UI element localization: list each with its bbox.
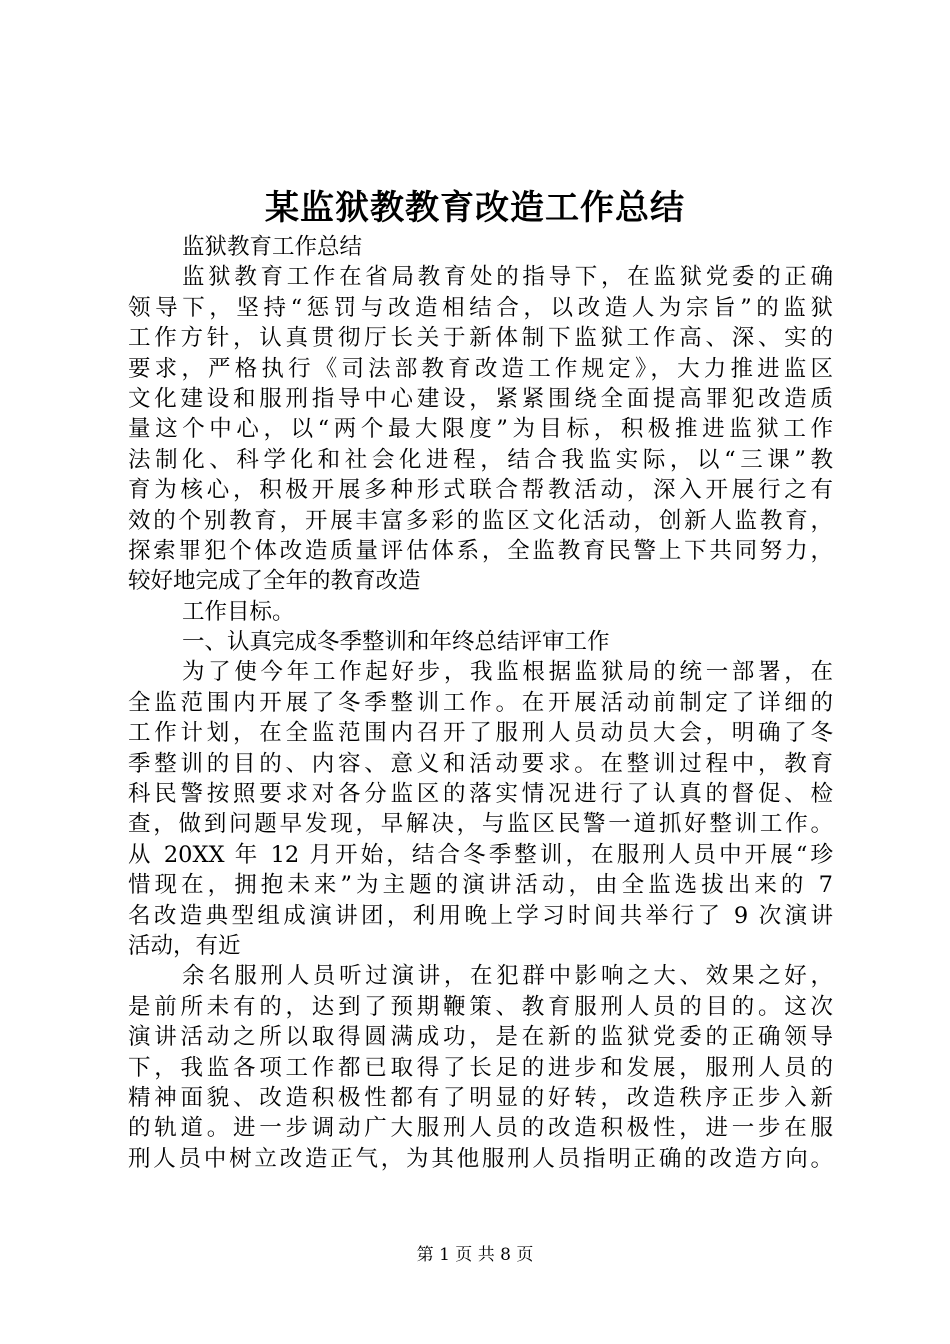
paragraph-line: 精神面貌、改造积极性都有了明显的好转，改造秩序正步入新 (128, 1084, 833, 1111)
paragraph-line: 监狱教育工作在省局教育处的指导下，在监狱党委的正确 (182, 264, 833, 291)
paragraph-line: 文化建设和服刑指导中心建设，紧紧围绕全面提高罪犯改造质 (128, 385, 833, 412)
paragraph-line: 探索罪犯个体改造质量评估体系，全监教育民警上下共同努力， (128, 537, 833, 564)
paragraph-line: 领导下，坚持“惩罚与改造相结合，以改造人为宗旨”的监狱 (128, 294, 833, 321)
paragraph-line: 效的个别教育，开展丰富多彩的监区文化活动，创新人监教育， (128, 507, 833, 534)
paragraph-line: 工作方针，认真贯彻厅长关于新体制下监狱工作高、深、实的 (128, 325, 833, 352)
paragraph-line: 量这个中心，以“两个最大限度”为目标，积极推进监狱工作 (128, 416, 833, 443)
paragraph-line: 较好地完成了全年的教育改造 (128, 568, 421, 595)
document-title: 某监狱教教育改造工作总结 (265, 188, 685, 228)
paragraph-line: 活动，有近 (128, 932, 241, 959)
paragraph-line: 法制化、科学化和社会化进程，结合我监实际，以“三课”教 (128, 446, 833, 473)
paragraph-line: 从 20XX 年 12 月开始，结合冬季整训，在服刑人员中开展“珍 (128, 841, 833, 868)
paragraph-line: 刑人员中树立改造正气，为其他服刑人员指明正确的改造方向。 (128, 1145, 833, 1172)
paragraph-line: 演讲活动之所以取得圆满成功，是在新的监狱党委的正确领导 (128, 1024, 833, 1051)
section-heading: 监狱教育工作总结 (182, 234, 363, 260)
paragraph-line: 余名服刑人员听过演讲，在犯群中影响之大、效果之好， (182, 963, 833, 990)
paragraph-line: 育为核心，积极开展多种形式联合帮教活动，深入开展行之有 (128, 477, 833, 504)
page-number-footer: 第 1 页 共 8 页 (416, 1245, 534, 1265)
document-body (128, 232, 833, 1174)
paragraph-line: 为了使今年工作起好步，我监根据监狱局的统一部署，在 (182, 659, 833, 686)
paragraph-line: 工作目标。 (182, 598, 295, 625)
paragraph-line: 查，做到问题早发现，早解决，与监区民警一道抓好整训工作。 (128, 811, 833, 838)
paragraph-line: 科民警按照要求对各分监区的落实情况进行了认真的督促、检 (128, 781, 833, 808)
paragraph-line: 要求，严格执行《司法部教育改造工作规定》，大力推进监区 (128, 355, 833, 382)
section-heading: 一、认真完成冬季整训和年终总结评审工作 (182, 629, 610, 656)
paragraph-line: 名改造典型组成演讲团，利用晚上学习时间共举行了 9 次演讲 (128, 902, 833, 929)
paragraph-line: 工作计划，在全监范围内召开了服刑人员动员大会，明确了冬 (128, 720, 833, 747)
paragraph-line: 惜现在，拥抱未来”为主题的演讲活动，由全监选拔出来的 7 (128, 872, 833, 899)
paragraph-line: 的轨道。进一步调动广大服刑人员的改造积极性，进一步在服 (128, 1115, 833, 1142)
paragraph-line: 是前所未有的，达到了预期鞭策、教育服刑人员的目的。这次 (128, 993, 833, 1020)
paragraph-line: 下，我监各项工作都已取得了长足的进步和发展，服刑人员的 (128, 1054, 833, 1081)
paragraph-line: 全监范围内开展了冬季整训工作。在开展活动前制定了详细的 (128, 689, 833, 716)
paragraph-line: 季整训的目的、内容、意义和活动要求。在整训过程中，教育 (128, 750, 833, 777)
